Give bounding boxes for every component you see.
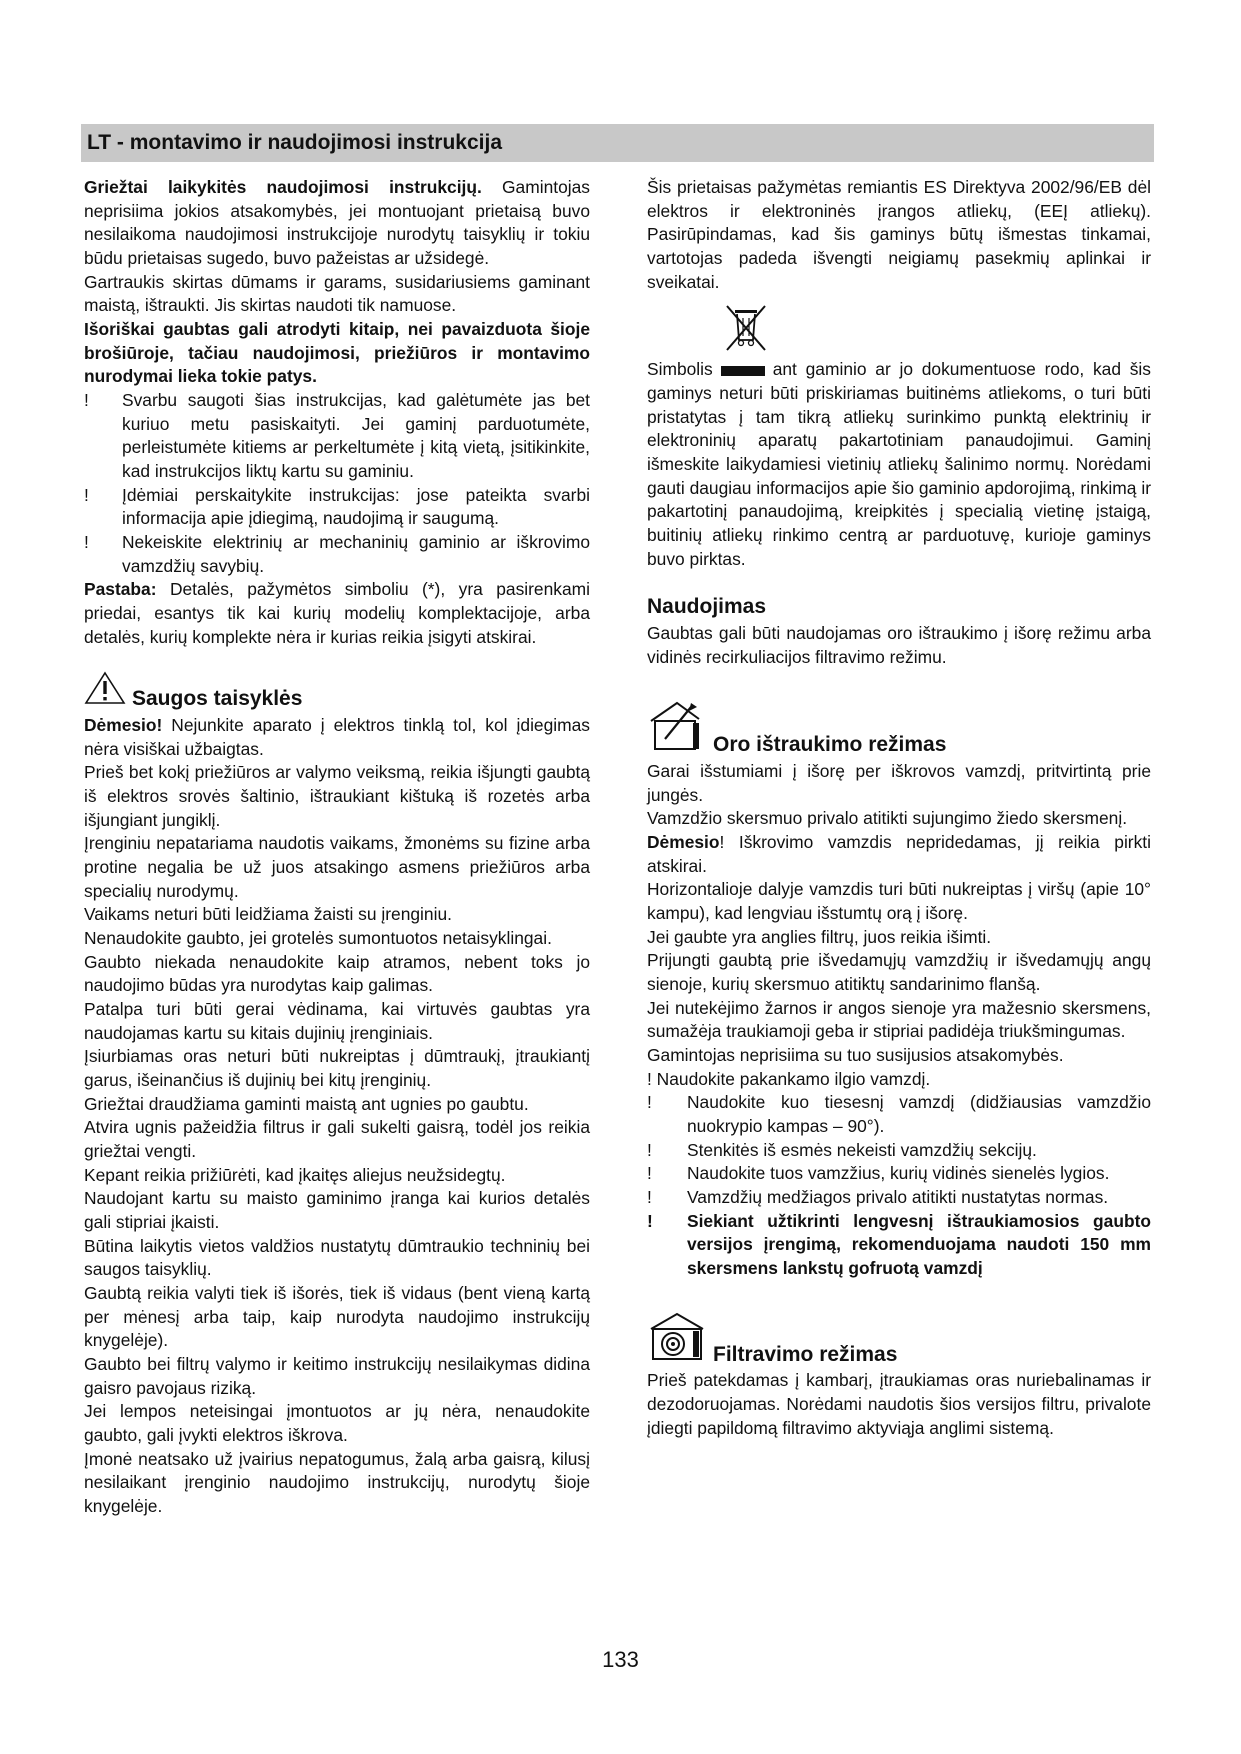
attention-text: Nejunkite aparato į elektros tinklą tol, kol įdiegimas nėra visiškai užbaigtas. [84, 714, 590, 759]
symbol-text: ant gaminio ar jo dokumentuose rodo, kad šis gaminys neturi būti priskiriamas buitinėms atliekoms, o turi būti pristatytas į tam tikrą atliekų surinkimo punktą elektrinių ir elektroninių aparatų pakartotiniam panaudojimui. Gaminį išmeskite laikydamiesi vietinių atliekų šalinimo normų. Norėdami gauti daugiau informacijos apie šio gaminio apdorojimą, rinkimą ir pakartotinį panaudojimą, kreipkitės į specialią vietinę įstaigą, buitinių atliekų rinkimo centrą ar parduotuvę, kurioje gaminys buvo pirktas. [647, 359, 1151, 569]
safety-title: Saugos taisyklės [132, 687, 303, 711]
house-recirculation-icon [647, 1311, 707, 1370]
symbol-word: Simbolis [647, 359, 713, 380]
symbol-paragraph [647, 358, 1151, 571]
exclamation-mark: ! [84, 532, 89, 553]
filter-paragraph: Prieš patekdamas į kambarį, įtraukiamas oras nuriebalinamas ir dezodoruojamas. Norėdami naudotis šios versijos filtru, privalote įdiegti papildomą filtravimo aktyviąja anglimi sistemą. [647, 1370, 1151, 1438]
list-item-bold [647, 1210, 1151, 1281]
safety-heading [84, 671, 590, 714]
exclamation-mark: ! [647, 1092, 652, 1113]
note-text: Detalės, pažymėtos simboliu (*), yra pasirenkami priedai, esantys tik kai kurių modelių komplektacijoje, arba detalės, kurių komplekte nėra ir kurias reikia įsigyti atskirai. [84, 579, 590, 647]
list-item [84, 531, 590, 578]
warning-triangle-icon [84, 671, 126, 714]
extraction-attention [647, 831, 1151, 878]
safety-paragraph: Jei lempos neteisingai įmontuotos ar jų nėra, nenaudokite gaubto, gali įvykti elektros iškrova. [84, 1401, 590, 1446]
safety-paragraph: Prieš bet kokį priežiūros ar valymo veiksmą, reikia išjungti gaubtą iš elektros srovės šaltinio, ištraukiant kištuką iš rozetės arba išjungiant jungiklį. [84, 762, 590, 830]
extraction-title: Oro ištraukimo režimas [713, 733, 947, 757]
safety-paragraph: Vaikams neturi būti leidžiama žaisti su įrenginiu. [84, 904, 452, 925]
exclamation-mark: ! [647, 1210, 653, 1231]
exclamation-mark: ! [647, 1139, 652, 1160]
extraction-paragraph: Gamintojas neprisiima su tuo susijusios atsakomybės. [647, 1044, 1064, 1065]
extraction-paragraph: Vamzdžio skersmuo privalo atitikti sujungimo žiedo skersmenį. [647, 808, 1128, 829]
bullet-text: Siekiant užtikrinti lengvesnį ištraukiamosios gaubto versijos įrengimą, rekomenduojama naudoti 150 mm skersmens lankstų gofruotą vamzdį [687, 1210, 1151, 1278]
safety-paragraph: Kepant reikia prižiūrėti, kad įkaitęs aliejus neužsidegtų. [84, 1164, 506, 1185]
safety-paragraph: Įsiurbiamas oras neturi būti nukreiptas į dūmtraukį, įtraukiantį garus, išeinančius iš dujinių bei kitų įrenginių. [84, 1046, 590, 1091]
bullet-text: Svarbu saugoti šias instrukcijas, kad galėtumėte jas bet kuriuo metu pasiskaityti. Jei gaminį parduotumėte, perleistumėte kitiems ar perkeltumėte į kitą vietą, įsitikinkite, kad instrukcijos liktų kartu su gaminiu. [122, 390, 590, 482]
safety-paragraph: Gaubtą reikia valyti tiek iš išorės, tiek iš vidaus (bent vieną kartą per mėnesį arba taip, kaip nurodyta naudojimo instrukcijų knygelėje). [84, 1283, 590, 1351]
intro-paragraph [84, 176, 590, 271]
appearance-note: Išoriškai gaubtas gali atrodyti kitaip, nei pavaizduota šioje brošiūroje, tačiau naudojimosi, priežiūros ir montavimo nurodymai lieka tokie patys. [84, 319, 590, 387]
list-item [84, 389, 590, 484]
extraction-heading [647, 699, 1151, 760]
attention-label: Dėmesio [647, 831, 720, 852]
attention-paragraph [84, 714, 590, 761]
filter-title: Filtravimo režimas [713, 1342, 898, 1366]
crossed-bin-icon [719, 300, 1151, 354]
extraction-paragraph: Horizontalioje dalyje vamzdis turi būti nukreiptas į viršų (apie 10° kampu), kad lengviau išstumtų orą į išorę. [647, 879, 1151, 923]
bullet-text: Stenkitės iš esmės nekeisti vamzdžių sekcijų. [687, 1139, 1037, 1160]
black-bar-icon [721, 366, 765, 376]
list-item [647, 1139, 1151, 1163]
purpose-paragraph: Gartraukis skirtas dūmams ir garams, susidariusiems gaminant maistą, ištraukti. Jis skirtas naudoti tik namuose. [84, 271, 590, 316]
safety-paragraph: Įmonė neatsako už įvairius nepatogumus, žalą arba gaisrą, kilusį nesilaikant įrenginio naudojimo instrukcijų, nurodytų šioje knygelėje. [84, 1448, 590, 1517]
bullet-text: Įdėmiai perskaitykite instrukcijas: jose pateikta svarbi informacija apie įdiegimą, naudojimą ir saugumą. [122, 484, 590, 529]
extraction-paragraph: Jei gaubte yra anglies filtrų, juos reikia išimti. [647, 926, 992, 947]
bullet-text: Naudokite tuos vamzžius, kurių vidinės sienelės lygios. [687, 1163, 1110, 1184]
left-column [84, 176, 590, 1519]
first-bullet: ! Naudokite pakankamo ilgio vamzdį. [647, 1068, 931, 1089]
attention-label: Dėmesio! [84, 714, 163, 735]
extraction-paragraph: Jei nutekėjimo žarnos ir angos sienoje yra mažesnio skersmens, sumažėja traukiamoji geba ir stipriai padidėja triukšmingumas. [647, 997, 1151, 1042]
safety-paragraph: Įrenginiu nepatariama naudotis vaikams, žmonėms su fizine arba protine negalia be už juos atsakingo asmens priežiūros arba specialių nurodymų. [84, 833, 590, 901]
page-title: LT - montavimo ir naudojimosi instrukcija [87, 130, 502, 154]
exclamation-mark: ! [84, 390, 89, 411]
section-header-bar [81, 124, 1154, 162]
bullet-text: Naudokite kuo tiesesnį vamzdį (didžiausias vamzdžio nuokrypio kampas – 90°). [687, 1092, 1151, 1136]
exclamation-mark: ! [647, 1186, 652, 1207]
attention-text: ! Iškrovimo vamzdis nepridedamas, jį reikia pirkti atskirai. [647, 831, 1151, 876]
list-item [647, 1091, 1151, 1138]
list-item [84, 484, 590, 531]
weee-paragraph: Šis prietaisas pažymėtas remiantis ES Direktyva 2002/96/EB dėl elektros ir elektroninės įrangos atliekų, (EEĮ atliekų). Pasirūpindamas, kad šis gaminys būtų išmestas tinkamai, vartotojas padeda išvengti neigiamų pasekmių aplinkai ir sveikatai. [647, 177, 1151, 292]
usage-heading: Naudojimas [647, 595, 767, 619]
exclamation-mark: ! [84, 484, 89, 505]
intro-bold: Griežtai laikykitės naudojimosi instrukcijų. [84, 177, 482, 197]
safety-paragraph: Griežtai draudžiama gaminti maistą ant ugnies po gaubtu. [84, 1093, 529, 1114]
page-number: 133 [602, 1647, 639, 1672]
list-item [647, 1162, 1151, 1186]
bullet-text: Vamzdžių medžiagos privalo atitikti nustatytas normas. [687, 1186, 1109, 1207]
safety-paragraph: Gaubto bei filtrų valymo ir keitimo instrukcijų nesilaikymas didina gaisro pavojaus riziką. [84, 1354, 590, 1398]
house-extraction-icon [647, 699, 707, 760]
extraction-paragraph: Garai išstumiami į išorę per iškrovos vamzdį, pritvirtintą prie jungės. [647, 760, 1151, 805]
right-column [647, 176, 1151, 1440]
safety-paragraph: Būtina laikytis vietos valdžios nustatytų dūmtraukio techninių bei saugos taisyklių. [84, 1235, 590, 1280]
list-item [647, 1186, 1151, 1210]
usage-paragraph: Gaubtas gali būti naudojamas oro ištraukimo į išorę režimu arba vidinės recirkuliacijos filtravimo režimu. [647, 622, 1151, 667]
intro-rest: Gamintojas neprisiima jokios atsakomybės, jei montuojant prietaisą buvo nesilaikoma naudojimosi instrukcijoje nurodytų taisyklių ir tokiu būdu prietaisas sugedo, buvo pažeistas ar užsidegė. [84, 177, 590, 269]
note-paragraph [84, 578, 590, 649]
extraction-paragraph: Prijungti gaubtą prie išvedamųjų vamzdžių ir išvedamųjų angų sienoje, kurių skersmuo atitiktų sandarinimo flanšą. [647, 950, 1151, 994]
note-label: Pastaba: [84, 579, 157, 600]
safety-paragraph: Patalpa turi būti gerai vėdinama, kai virtuvės gaubtas yra naudojamas kartu su kitais dujinių įrenginiais. [84, 999, 590, 1043]
safety-paragraph: Nenaudokite gaubto, jei grotelės sumontuotos netaisyklingai. [84, 928, 552, 949]
exclamation-mark: ! [647, 1163, 652, 1184]
safety-paragraph: Atvira ugnis pažeidžia filtrus ir gali sukelti gaisrą, todėl jos reikia griežtai vengti. [84, 1117, 590, 1162]
safety-paragraph: Naudojant kartu su maisto gaminimo įranga kai kurios detalės gali stipriai įkaisti. [84, 1188, 590, 1233]
safety-paragraph: Gaubto niekada nenaudokite kaip atramos, nebent toks jo naudojimo būdas yra nurodytas kaip galimas. [84, 951, 590, 996]
filter-heading [647, 1311, 1151, 1370]
bullet-text: Nekeiskite elektrinių ar mechaninių gaminio ar iškrovimo vamzdžių savybių. [122, 532, 590, 576]
